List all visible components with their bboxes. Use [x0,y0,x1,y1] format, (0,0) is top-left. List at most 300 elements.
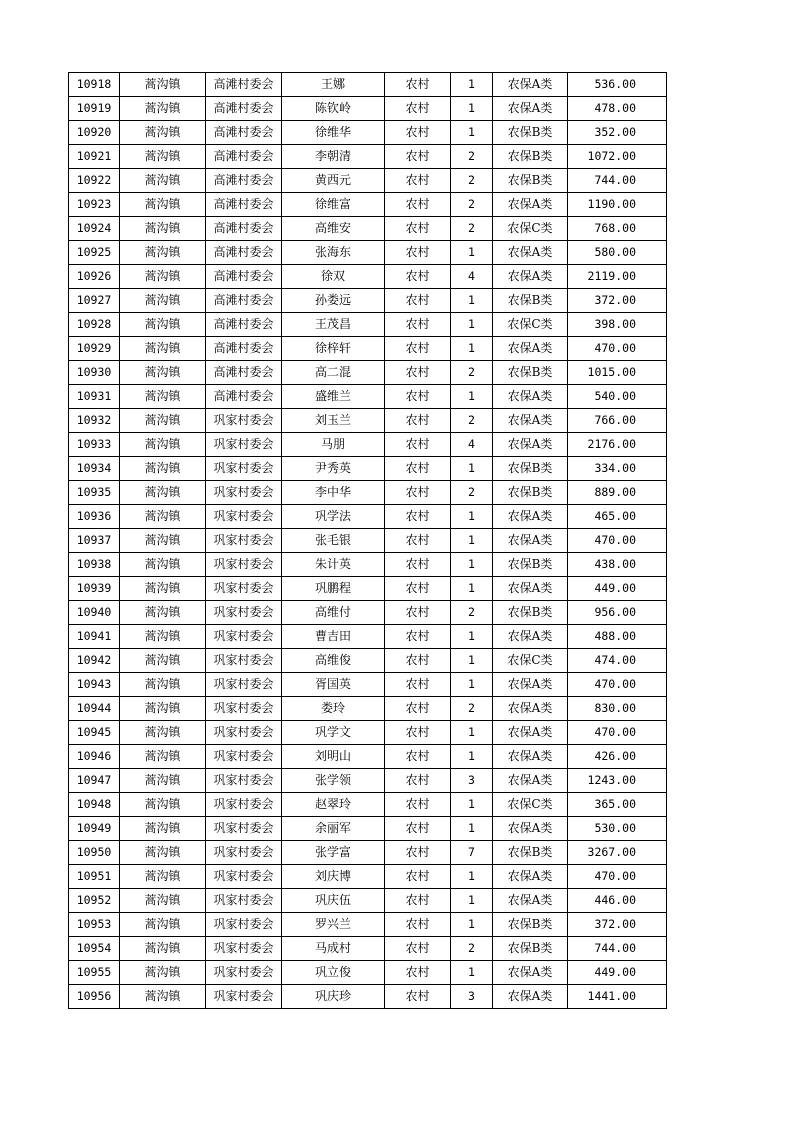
town-cell: 蒿沟镇 [120,337,206,361]
table-row [69,145,667,169]
name-cell: 孙娄远 [282,289,385,313]
name-cell: 尹秀英 [282,457,385,481]
town-cell: 蒿沟镇 [120,169,206,193]
name-cell: 李中华 [282,481,385,505]
village-committee-cell: 高滩村委会 [206,385,282,409]
village-committee-cell: 巩家村委会 [206,841,282,865]
town-cell: 蒿沟镇 [120,529,206,553]
table-row [69,673,667,697]
row-number-cell: 10925 [69,241,120,265]
town-cell: 蒿沟镇 [120,193,206,217]
category-cell: 农保A类 [493,265,568,289]
village-committee-cell: 巩家村委会 [206,985,282,1009]
category-cell: 农保C类 [493,313,568,337]
town-cell: 蒿沟镇 [120,937,206,961]
table-row [69,769,667,793]
name-cell: 盛维兰 [282,385,385,409]
table-row [69,73,667,97]
area-type-cell: 农村 [385,817,451,841]
area-type-cell: 农村 [385,217,451,241]
table-row [69,121,667,145]
amount-cell: 352.00 [568,121,667,145]
area-type-cell: 农村 [385,601,451,625]
table-row [69,313,667,337]
row-number-cell: 10952 [69,889,120,913]
town-cell: 蒿沟镇 [120,385,206,409]
table-row [69,337,667,361]
amount-cell: 1190.00 [568,193,667,217]
household-size-cell: 1 [451,625,493,649]
area-type-cell: 农村 [385,985,451,1009]
amount-cell: 2176.00 [568,433,667,457]
row-number-cell: 10923 [69,193,120,217]
amount-cell: 372.00 [568,913,667,937]
name-cell: 黄西元 [282,169,385,193]
name-cell: 徐维华 [282,121,385,145]
household-size-cell: 1 [451,649,493,673]
area-type-cell: 农村 [385,577,451,601]
household-size-cell: 2 [451,193,493,217]
amount-cell: 438.00 [568,553,667,577]
village-committee-cell: 巩家村委会 [206,601,282,625]
category-cell: 农保B类 [493,145,568,169]
row-number-cell: 10937 [69,529,120,553]
household-size-cell: 1 [451,505,493,529]
row-number-cell: 10940 [69,601,120,625]
name-cell: 赵翠玲 [282,793,385,817]
area-type-cell: 农村 [385,145,451,169]
table-row [69,361,667,385]
name-cell: 巩学法 [282,505,385,529]
area-type-cell: 农村 [385,553,451,577]
village-committee-cell: 高滩村委会 [206,289,282,313]
amount-cell: 470.00 [568,337,667,361]
row-number-cell: 10941 [69,625,120,649]
town-cell: 蒿沟镇 [120,985,206,1009]
household-size-cell: 3 [451,985,493,1009]
village-committee-cell: 高滩村委会 [206,121,282,145]
village-committee-cell: 高滩村委会 [206,265,282,289]
household-size-cell: 1 [451,913,493,937]
row-number-cell: 10942 [69,649,120,673]
area-type-cell: 农村 [385,937,451,961]
table-row [69,193,667,217]
name-cell: 高维俊 [282,649,385,673]
table-row [69,289,667,313]
amount-cell: 766.00 [568,409,667,433]
town-cell: 蒿沟镇 [120,145,206,169]
table-body [69,73,667,1009]
town-cell: 蒿沟镇 [120,409,206,433]
town-cell: 蒿沟镇 [120,265,206,289]
town-cell: 蒿沟镇 [120,361,206,385]
amount-cell: 365.00 [568,793,667,817]
category-cell: 农保B类 [493,481,568,505]
village-committee-cell: 巩家村委会 [206,769,282,793]
table-row [69,577,667,601]
row-number-cell: 10919 [69,97,120,121]
name-cell: 巩立俊 [282,961,385,985]
village-committee-cell: 巩家村委会 [206,817,282,841]
category-cell: 农保A类 [493,961,568,985]
village-committee-cell: 巩家村委会 [206,961,282,985]
town-cell: 蒿沟镇 [120,745,206,769]
table-row [69,913,667,937]
category-cell: 农保A类 [493,745,568,769]
category-cell: 农保B类 [493,841,568,865]
row-number-cell: 10932 [69,409,120,433]
area-type-cell: 农村 [385,193,451,217]
household-size-cell: 1 [451,121,493,145]
area-type-cell: 农村 [385,313,451,337]
household-size-cell: 7 [451,841,493,865]
amount-cell: 1243.00 [568,769,667,793]
row-number-cell: 10920 [69,121,120,145]
name-cell: 张海东 [282,241,385,265]
town-cell: 蒿沟镇 [120,625,206,649]
amount-cell: 446.00 [568,889,667,913]
village-committee-cell: 巩家村委会 [206,745,282,769]
village-committee-cell: 高滩村委会 [206,193,282,217]
category-cell: 农保A类 [493,241,568,265]
area-type-cell: 农村 [385,625,451,649]
row-number-cell: 10933 [69,433,120,457]
name-cell: 王娜 [282,73,385,97]
household-size-cell: 2 [451,169,493,193]
name-cell: 陈钦岭 [282,97,385,121]
name-cell: 巩庆珍 [282,985,385,1009]
category-cell: 农保A类 [493,529,568,553]
household-size-cell: 1 [451,457,493,481]
household-size-cell: 4 [451,433,493,457]
row-number-cell: 10924 [69,217,120,241]
amount-cell: 768.00 [568,217,667,241]
name-cell: 余丽军 [282,817,385,841]
town-cell: 蒿沟镇 [120,433,206,457]
area-type-cell: 农村 [385,337,451,361]
area-type-cell: 农村 [385,169,451,193]
amount-cell: 372.00 [568,289,667,313]
household-size-cell: 2 [451,145,493,169]
household-size-cell: 1 [451,817,493,841]
amount-cell: 744.00 [568,937,667,961]
name-cell: 徐维富 [282,193,385,217]
amount-cell: 474.00 [568,649,667,673]
village-committee-cell: 巩家村委会 [206,433,282,457]
row-number-cell: 10945 [69,721,120,745]
area-type-cell: 农村 [385,433,451,457]
town-cell: 蒿沟镇 [120,697,206,721]
village-committee-cell: 巩家村委会 [206,409,282,433]
village-committee-cell: 巩家村委会 [206,649,282,673]
area-type-cell: 农村 [385,889,451,913]
table-row [69,601,667,625]
category-cell: 农保C类 [493,217,568,241]
amount-cell: 334.00 [568,457,667,481]
table-row [69,985,667,1009]
table-row [69,409,667,433]
town-cell: 蒿沟镇 [120,841,206,865]
name-cell: 高二混 [282,361,385,385]
category-cell: 农保A类 [493,97,568,121]
amount-cell: 1441.00 [568,985,667,1009]
category-cell: 农保A类 [493,889,568,913]
data-table [68,72,667,1009]
table-row [69,505,667,529]
village-committee-cell: 巩家村委会 [206,937,282,961]
amount-cell: 3267.00 [568,841,667,865]
household-size-cell: 2 [451,601,493,625]
category-cell: 农保B类 [493,913,568,937]
area-type-cell: 农村 [385,721,451,745]
amount-cell: 1072.00 [568,145,667,169]
amount-cell: 465.00 [568,505,667,529]
category-cell: 农保B类 [493,601,568,625]
amount-cell: 449.00 [568,577,667,601]
village-committee-cell: 高滩村委会 [206,313,282,337]
area-type-cell: 农村 [385,361,451,385]
row-number-cell: 10929 [69,337,120,361]
category-cell: 农保C类 [493,649,568,673]
name-cell: 巩学文 [282,721,385,745]
area-type-cell: 农村 [385,649,451,673]
row-number-cell: 10944 [69,697,120,721]
row-number-cell: 10948 [69,793,120,817]
area-type-cell: 农村 [385,457,451,481]
area-type-cell: 农村 [385,841,451,865]
category-cell: 农保A类 [493,433,568,457]
category-cell: 农保C类 [493,793,568,817]
household-size-cell: 1 [451,577,493,601]
table-row [69,241,667,265]
amount-cell: 744.00 [568,169,667,193]
area-type-cell: 农村 [385,673,451,697]
village-committee-cell: 巩家村委会 [206,553,282,577]
row-number-cell: 10939 [69,577,120,601]
household-size-cell: 1 [451,313,493,337]
category-cell: 农保A类 [493,673,568,697]
town-cell: 蒿沟镇 [120,913,206,937]
village-committee-cell: 巩家村委会 [206,697,282,721]
village-committee-cell: 巩家村委会 [206,457,282,481]
area-type-cell: 农村 [385,913,451,937]
town-cell: 蒿沟镇 [120,457,206,481]
name-cell: 徐双 [282,265,385,289]
table-row [69,265,667,289]
row-number-cell: 10953 [69,913,120,937]
category-cell: 农保A类 [493,769,568,793]
town-cell: 蒿沟镇 [120,241,206,265]
row-number-cell: 10949 [69,817,120,841]
town-cell: 蒿沟镇 [120,481,206,505]
household-size-cell: 1 [451,721,493,745]
household-size-cell: 1 [451,889,493,913]
town-cell: 蒿沟镇 [120,577,206,601]
household-size-cell: 1 [451,337,493,361]
village-committee-cell: 高滩村委会 [206,241,282,265]
area-type-cell: 农村 [385,289,451,313]
household-size-cell: 1 [451,961,493,985]
row-number-cell: 10928 [69,313,120,337]
name-cell: 罗兴兰 [282,913,385,937]
amount-cell: 470.00 [568,673,667,697]
village-committee-cell: 巩家村委会 [206,529,282,553]
table-row [69,433,667,457]
village-committee-cell: 巩家村委会 [206,889,282,913]
area-type-cell: 农村 [385,961,451,985]
amount-cell: 470.00 [568,721,667,745]
row-number-cell: 10956 [69,985,120,1009]
name-cell: 马成村 [282,937,385,961]
category-cell: 农保A类 [493,817,568,841]
area-type-cell: 农村 [385,529,451,553]
household-size-cell: 1 [451,745,493,769]
town-cell: 蒿沟镇 [120,505,206,529]
table-row [69,553,667,577]
household-size-cell: 3 [451,769,493,793]
name-cell: 张学富 [282,841,385,865]
category-cell: 农保B类 [493,289,568,313]
area-type-cell: 农村 [385,241,451,265]
table-row [69,169,667,193]
area-type-cell: 农村 [385,409,451,433]
name-cell: 高维付 [282,601,385,625]
village-committee-cell: 巩家村委会 [206,865,282,889]
household-size-cell: 2 [451,697,493,721]
household-size-cell: 1 [451,529,493,553]
name-cell: 徐梓轩 [282,337,385,361]
row-number-cell: 10947 [69,769,120,793]
row-number-cell: 10946 [69,745,120,769]
row-number-cell: 10922 [69,169,120,193]
category-cell: 农保A类 [493,385,568,409]
town-cell: 蒿沟镇 [120,649,206,673]
category-cell: 农保A类 [493,865,568,889]
household-size-cell: 1 [451,385,493,409]
name-cell: 张毛银 [282,529,385,553]
household-size-cell: 4 [451,265,493,289]
area-type-cell: 农村 [385,481,451,505]
row-number-cell: 10950 [69,841,120,865]
table-row [69,457,667,481]
row-number-cell: 10943 [69,673,120,697]
row-number-cell: 10921 [69,145,120,169]
village-committee-cell: 巩家村委会 [206,505,282,529]
household-size-cell: 2 [451,217,493,241]
amount-cell: 830.00 [568,697,667,721]
amount-cell: 478.00 [568,97,667,121]
town-cell: 蒿沟镇 [120,73,206,97]
household-size-cell: 1 [451,73,493,97]
town-cell: 蒿沟镇 [120,97,206,121]
village-committee-cell: 高滩村委会 [206,361,282,385]
area-type-cell: 农村 [385,97,451,121]
category-cell: 农保A类 [493,985,568,1009]
area-type-cell: 农村 [385,769,451,793]
town-cell: 蒿沟镇 [120,865,206,889]
village-committee-cell: 高滩村委会 [206,145,282,169]
category-cell: 农保A类 [493,625,568,649]
table-row [69,625,667,649]
table-row [69,529,667,553]
category-cell: 农保B类 [493,121,568,145]
category-cell: 农保B类 [493,169,568,193]
village-committee-cell: 巩家村委会 [206,481,282,505]
row-number-cell: 10931 [69,385,120,409]
household-size-cell: 1 [451,865,493,889]
name-cell: 李朝清 [282,145,385,169]
row-number-cell: 10927 [69,289,120,313]
town-cell: 蒿沟镇 [120,961,206,985]
name-cell: 王茂昌 [282,313,385,337]
town-cell: 蒿沟镇 [120,721,206,745]
area-type-cell: 农村 [385,505,451,529]
area-type-cell: 农村 [385,697,451,721]
table-row [69,385,667,409]
name-cell: 刘玉兰 [282,409,385,433]
row-number-cell: 10926 [69,265,120,289]
area-type-cell: 农村 [385,73,451,97]
table-row [69,817,667,841]
category-cell: 农保A类 [493,73,568,97]
household-size-cell: 1 [451,241,493,265]
name-cell: 高维安 [282,217,385,241]
village-committee-cell: 巩家村委会 [206,625,282,649]
household-size-cell: 1 [451,553,493,577]
row-number-cell: 10938 [69,553,120,577]
village-committee-cell: 巩家村委会 [206,673,282,697]
household-size-cell: 1 [451,673,493,697]
table-row [69,937,667,961]
amount-cell: 488.00 [568,625,667,649]
table-row [69,865,667,889]
village-committee-cell: 巩家村委会 [206,793,282,817]
village-committee-cell: 巩家村委会 [206,577,282,601]
town-cell: 蒿沟镇 [120,793,206,817]
category-cell: 农保A类 [493,577,568,601]
town-cell: 蒿沟镇 [120,769,206,793]
household-size-cell: 2 [451,481,493,505]
category-cell: 农保B类 [493,937,568,961]
table-row [69,481,667,505]
table-row [69,745,667,769]
name-cell: 巩鹏程 [282,577,385,601]
name-cell: 巩庆伍 [282,889,385,913]
amount-cell: 956.00 [568,601,667,625]
name-cell: 张学领 [282,769,385,793]
village-committee-cell: 高滩村委会 [206,73,282,97]
amount-cell: 470.00 [568,529,667,553]
village-committee-cell: 巩家村委会 [206,913,282,937]
amount-cell: 536.00 [568,73,667,97]
table-row [69,793,667,817]
amount-cell: 540.00 [568,385,667,409]
row-number-cell: 10918 [69,73,120,97]
town-cell: 蒿沟镇 [120,889,206,913]
town-cell: 蒿沟镇 [120,217,206,241]
area-type-cell: 农村 [385,793,451,817]
amount-cell: 1015.00 [568,361,667,385]
household-size-cell: 1 [451,793,493,817]
table-row [69,97,667,121]
amount-cell: 426.00 [568,745,667,769]
amount-cell: 2119.00 [568,265,667,289]
row-number-cell: 10935 [69,481,120,505]
category-cell: 农保B类 [493,553,568,577]
table-row [69,217,667,241]
town-cell: 蒿沟镇 [120,121,206,145]
town-cell: 蒿沟镇 [120,313,206,337]
